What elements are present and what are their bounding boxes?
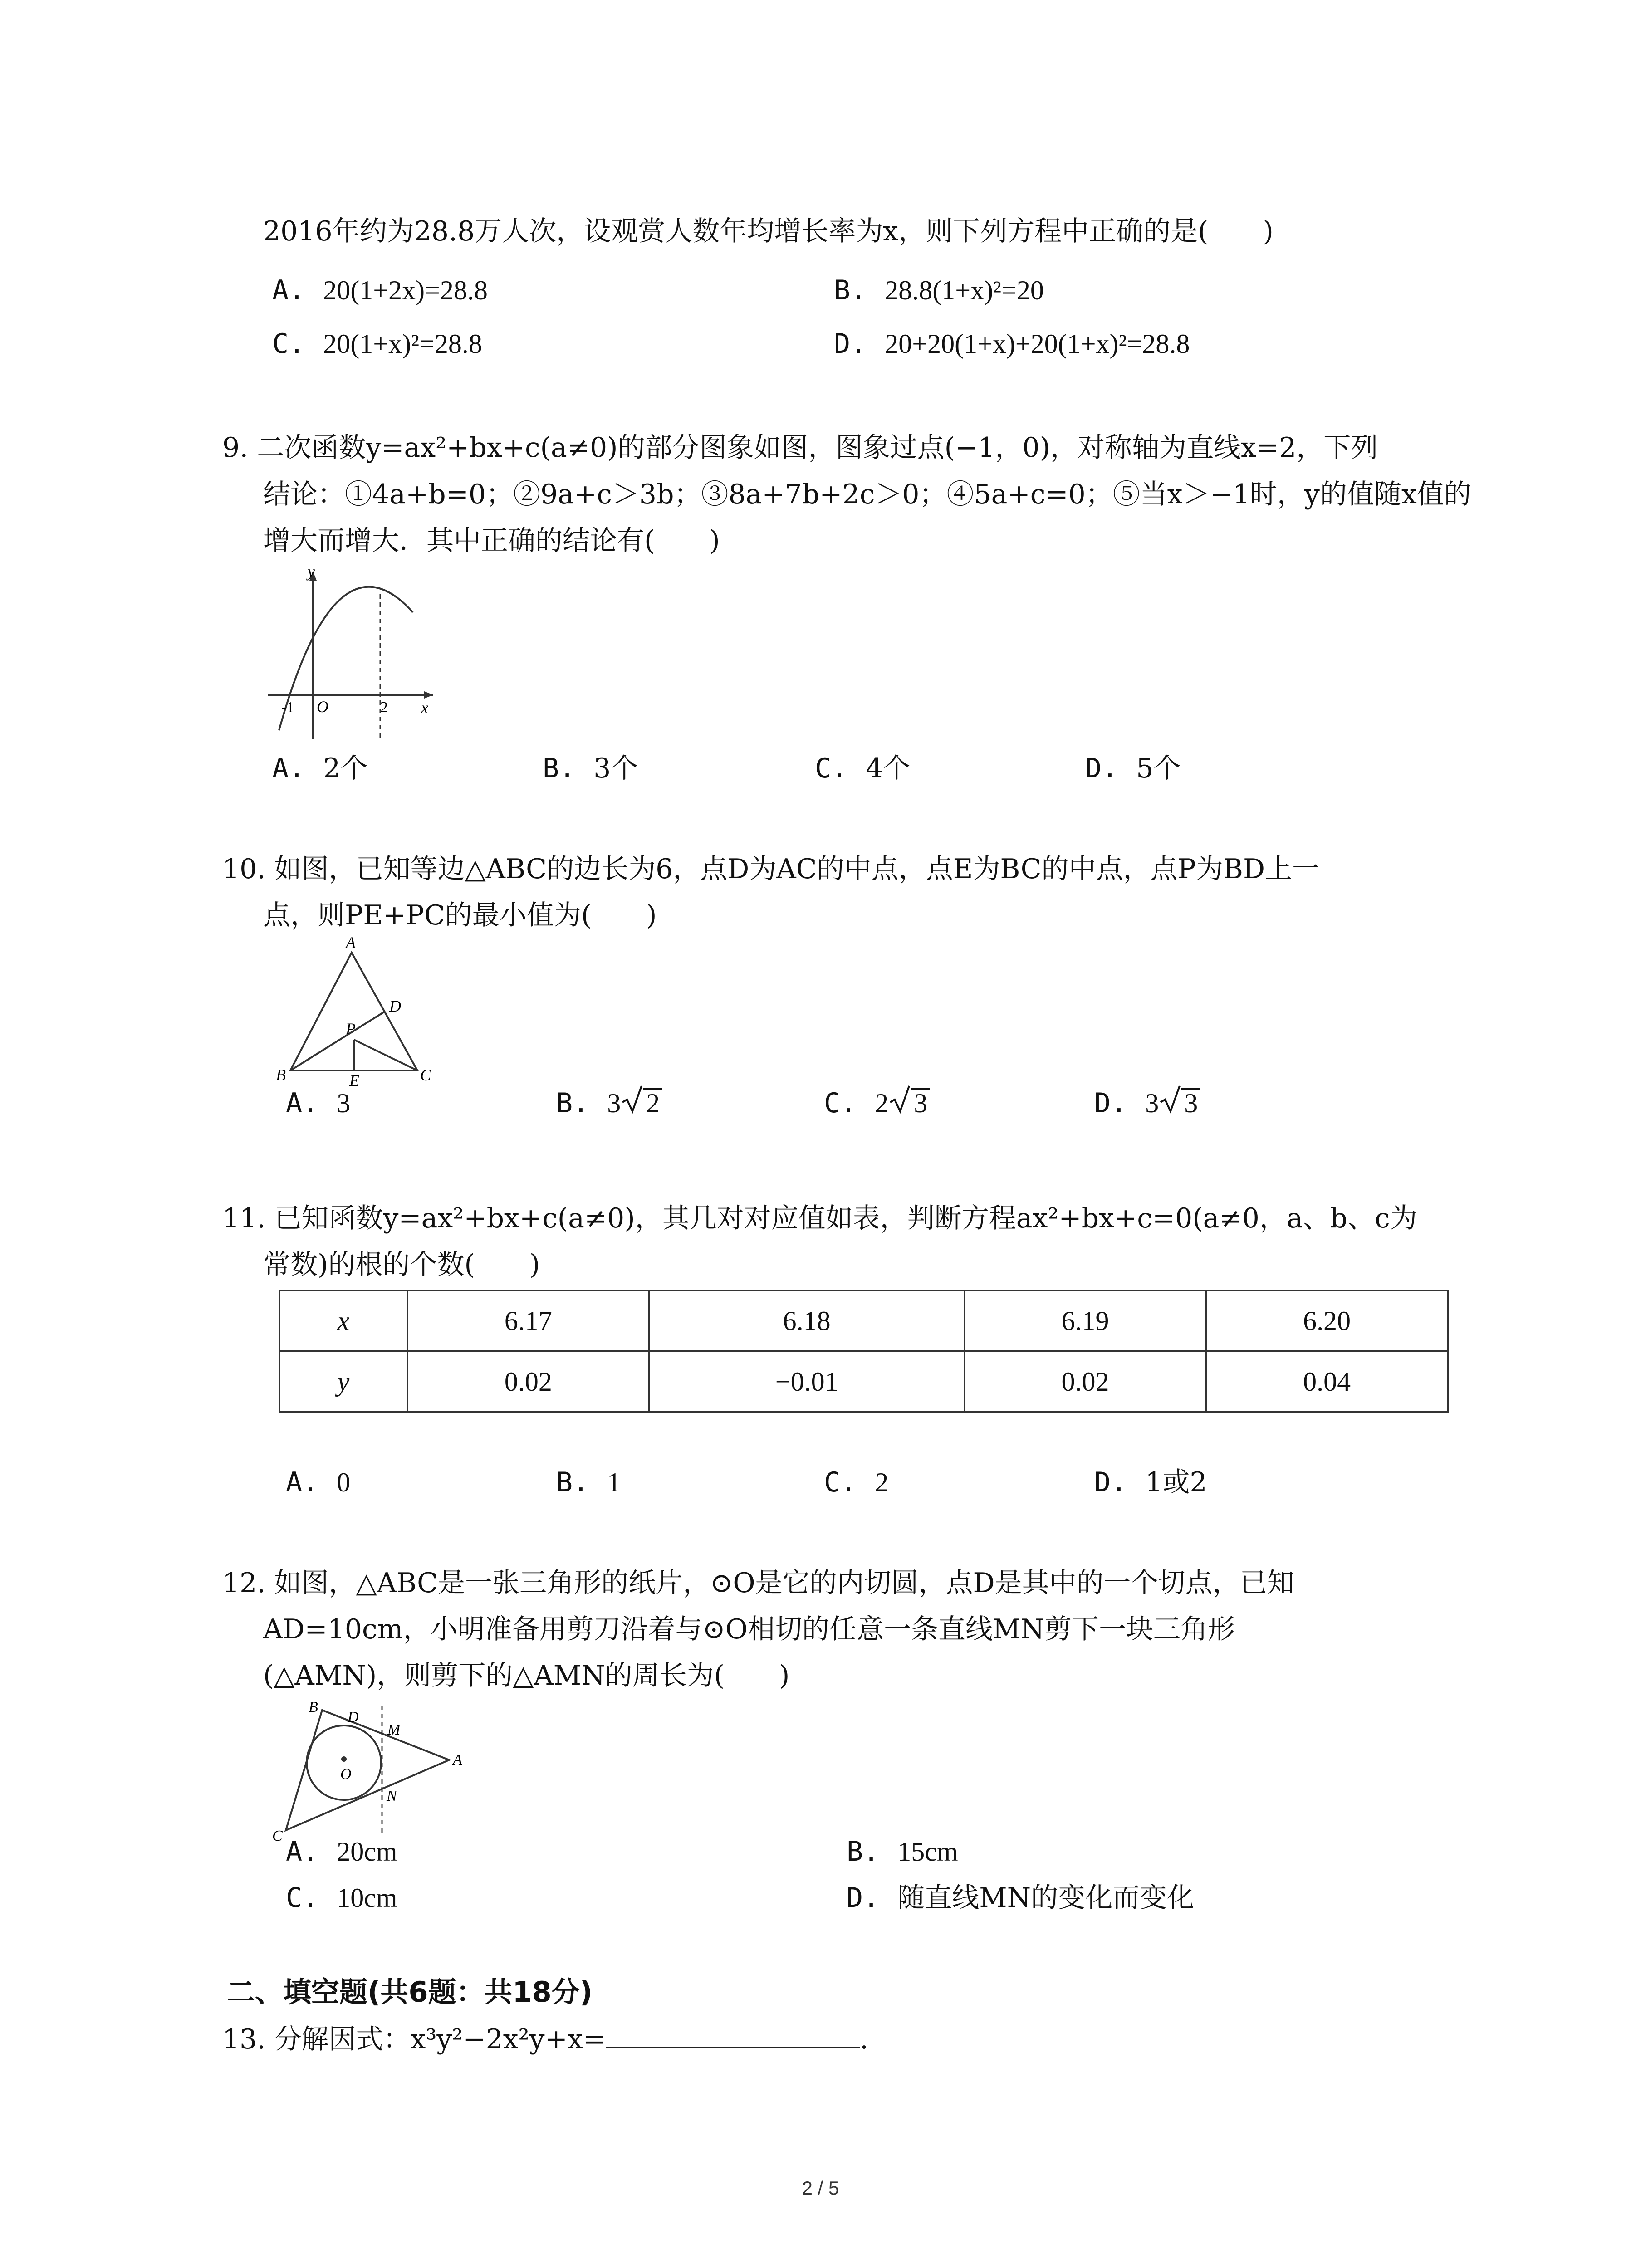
- sqrt-sign: [1159, 1084, 1200, 1122]
- option-label: B.: [847, 1836, 880, 1867]
- q9-option-c: [815, 749, 910, 787]
- triangle-abc: [286, 1710, 449, 1830]
- option-text: 2: [875, 1467, 889, 1497]
- option-text: 28.8(1+x)²=20: [885, 275, 1044, 305]
- option-coef: 3: [337, 1088, 351, 1118]
- q10-option-c: [824, 1084, 930, 1122]
- section-heading: 二、填空题(共6题：共18分): [227, 1975, 593, 2009]
- label-m: M: [387, 1721, 401, 1738]
- option-label: C.: [272, 328, 305, 360]
- option-text: 1或2: [1145, 1466, 1207, 1498]
- option-label: C.: [286, 1882, 319, 1914]
- option-label: B.: [834, 274, 867, 306]
- option-label: D.: [847, 1882, 880, 1914]
- label-n: N: [387, 1788, 397, 1804]
- option-text: 20(1+x)²=28.8: [323, 329, 482, 359]
- option-label: C.: [815, 753, 848, 784]
- option-label: A.: [272, 274, 305, 306]
- option-label: A.: [286, 1466, 319, 1498]
- q13-text: 13. 分解因式：x³y²−2x²y+x=: [222, 2024, 606, 2055]
- parabola-curve: [279, 587, 413, 730]
- x-axis-label: x: [421, 699, 428, 717]
- option-text: 2个: [323, 753, 368, 784]
- q9-option-d: [1085, 749, 1181, 787]
- table-cell: 0.02: [407, 1351, 649, 1412]
- q9-stem-line2: 结论：①4a+b=0；②9a+c＞3b；③8a+7b+2c＞0；④5a+c=0；⑤当x＞−1时，y的值随x值的: [263, 479, 1471, 510]
- option-label: D.: [1094, 1466, 1127, 1498]
- option-text: 1: [607, 1467, 621, 1497]
- q10-option-b: [556, 1084, 662, 1122]
- option-text: 随直线MN的变化而变化: [897, 1882, 1195, 1914]
- radicand: 3: [1181, 1088, 1200, 1117]
- option-text: 20cm: [337, 1837, 397, 1867]
- segment-bd: [290, 1012, 385, 1070]
- option-label: D.: [1094, 1087, 1127, 1119]
- table-row-y: [279, 1351, 1448, 1412]
- q11-stem-line1: 11. 已知函数y=ax²+bx+c(a≠0)，其几对对应值如表，判断方程ax²+bx+c=0(a≠0，a、b、c为: [222, 1202, 1417, 1234]
- q13-stem: [222, 2019, 868, 2058]
- option-text: 15cm: [897, 1837, 958, 1867]
- q12-option-b: [847, 1833, 958, 1871]
- q9-stem-line1: 9. 二次函数y=ax²+bx+c(a≠0)的部分图象如图，图象过点(−1，0)，对称轴为直线x=2，下列: [222, 432, 1378, 464]
- option-coef: 3: [1145, 1088, 1159, 1118]
- q11-option-b: [556, 1463, 621, 1501]
- q9-option-b: [543, 749, 638, 787]
- label-d: D: [348, 1709, 359, 1725]
- label-p: P: [346, 1020, 356, 1038]
- tick-neg1-label: -1: [281, 699, 294, 716]
- option-label: B.: [556, 1466, 589, 1498]
- radicand: 2: [643, 1088, 662, 1117]
- label-o: O: [340, 1766, 352, 1783]
- table-cell: 0.02: [965, 1351, 1206, 1412]
- q10-option-a: [286, 1084, 350, 1122]
- sqrt-sign: [621, 1084, 662, 1122]
- label-e: E: [349, 1071, 359, 1090]
- q12-incircle-figure: [268, 1696, 462, 1844]
- tick-2-label: 2: [380, 699, 388, 716]
- q9-parabola-figure: [259, 562, 449, 744]
- q8-stem: 2016年约为28.8万人次，设观赏人数年均增长率为x，则下列方程中正确的是( ): [263, 215, 1274, 247]
- table-cell: 6.20: [1206, 1290, 1448, 1351]
- origin-label: O: [317, 698, 328, 716]
- label-a: A: [346, 934, 356, 952]
- table-header-x: x: [279, 1290, 407, 1351]
- table-cell: 6.18: [649, 1290, 965, 1351]
- q12-stem-line1: 12. 如图，△ABC是一张三角形的纸片，⊙O是它的内切圆，点D是其中的一个切点，已知: [222, 1567, 1294, 1599]
- q8-option-d: [834, 325, 1190, 363]
- radicand: 3: [911, 1088, 930, 1117]
- label-c: C: [420, 1066, 431, 1084]
- table-cell: 6.19: [965, 1290, 1206, 1351]
- q11-option-c: [824, 1463, 888, 1501]
- q9-option-a: [272, 749, 367, 787]
- table-row-x: [279, 1290, 1448, 1351]
- incircle-o: [307, 1725, 381, 1800]
- option-text: 0: [337, 1467, 351, 1497]
- option-label: C.: [824, 1087, 857, 1119]
- q9-stem-line3: 增大而增大．其中正确的结论有( ): [263, 525, 720, 557]
- option-label: C.: [824, 1466, 857, 1498]
- option-label: D.: [834, 328, 867, 360]
- q11-stem-line2: 常数)的根的个数( ): [263, 1249, 540, 1281]
- label-a: A: [453, 1751, 462, 1768]
- q13-period: .: [859, 2024, 869, 2055]
- table-cell: 0.04: [1206, 1351, 1448, 1412]
- option-text: 4个: [866, 753, 911, 784]
- q12-option-a: [286, 1833, 397, 1871]
- page-number: 2 / 5: [802, 2177, 839, 2199]
- label-d: D: [389, 997, 401, 1015]
- y-axis-label: y: [308, 562, 315, 581]
- q10-option-d: [1094, 1084, 1200, 1122]
- table-header-y: y: [279, 1351, 407, 1412]
- q8-option-b: [834, 271, 1044, 309]
- label-c: C: [272, 1828, 283, 1844]
- x-axis-arrow: [424, 691, 433, 699]
- q10-stem-line1: 10. 如图，已知等边△ABC的边长为6，点D为AC的中点，点E为BC的中点，点P为BD上一: [222, 853, 1320, 885]
- option-text: 20+20(1+x)+20(1+x)²=28.8: [885, 329, 1190, 359]
- option-text: 20(1+2x)=28.8: [323, 275, 488, 305]
- q11-option-d: [1094, 1463, 1207, 1501]
- q8-option-c: [272, 325, 482, 363]
- table-cell: 6.17: [407, 1290, 649, 1351]
- option-label: A.: [286, 1087, 319, 1119]
- option-text: 5个: [1136, 753, 1181, 784]
- q12-stem-line3: (△AMN)，则剪下的△AMN的周长为( ): [263, 1660, 790, 1691]
- option-label: B.: [556, 1087, 589, 1119]
- center-o-dot: [341, 1756, 347, 1762]
- q10-triangle-figure: [272, 934, 445, 1089]
- q10-stem-line2: 点，则PE+PC的最小值为( ): [263, 899, 657, 931]
- q12-option-c: [286, 1879, 397, 1917]
- option-coef: 3: [607, 1088, 621, 1118]
- label-b: B: [309, 1699, 318, 1716]
- sqrt-sign: [888, 1084, 930, 1122]
- option-label: A.: [286, 1836, 319, 1867]
- option-coef: 2: [875, 1088, 889, 1118]
- option-text: 3个: [593, 753, 638, 784]
- q8-option-a: [272, 271, 488, 309]
- option-label: B.: [543, 753, 576, 784]
- answer-blank[interactable]: [606, 2019, 860, 2048]
- q11-option-a: [286, 1463, 350, 1501]
- label-b: B: [276, 1066, 286, 1084]
- q12-stem-line2: AD=10cm，小明准备用剪刀沿着与⊙O相切的任意一条直线MN剪下一块三角形: [263, 1613, 1235, 1645]
- q11-value-table: [279, 1290, 1449, 1413]
- q12-option-d: [847, 1879, 1194, 1917]
- table-cell: −0.01: [649, 1351, 965, 1412]
- option-text: 10cm: [337, 1883, 397, 1913]
- option-label: A.: [272, 753, 305, 784]
- option-label: D.: [1085, 753, 1118, 784]
